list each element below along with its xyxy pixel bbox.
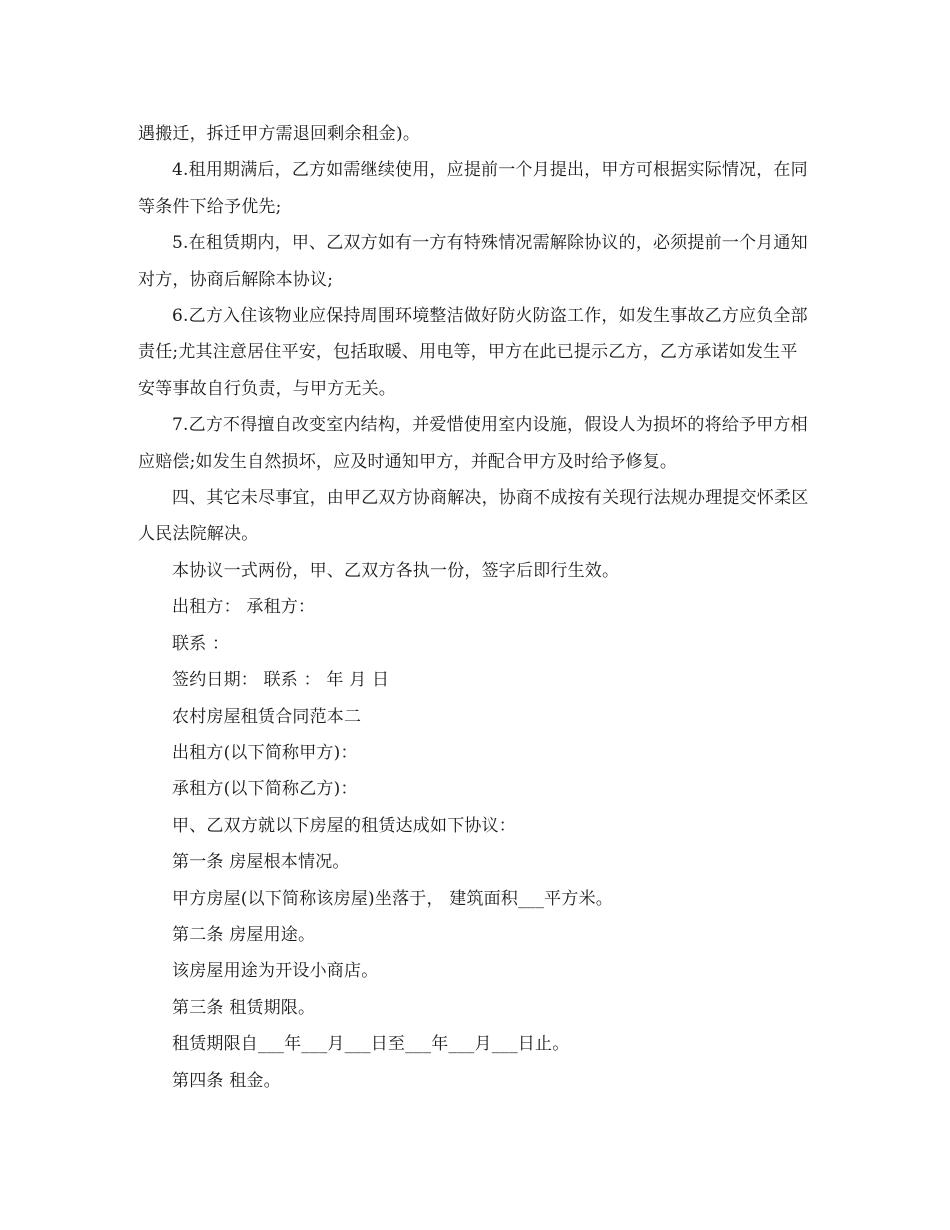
paragraph-0: 遇搬迁，拆迁甲方需退回剩余租金)。 <box>138 124 421 144</box>
section-title: 农村房屋租赁合同范本二 <box>172 706 362 727</box>
paragraph-8: 联系 ： <box>172 633 230 654</box>
paragraph-1: 4.租用期满后，乙方如需继续使用，应提前一个月提出，甲方可根据实际情况，在同等条件下给予优先; <box>138 160 808 217</box>
paragraph-5: 四、其它未尽事宜，由甲乙双方协商解决，协商不成按有关现行法规办理提交怀柔区人民法院解决。 <box>138 488 809 545</box>
paragraph-3: 6.乙方入住该物业应保持周围环境整洁做好防火防盗工作，如发生事故乙方应负全部责任;尤其注意居住平安，包括取暖、用电等，甲方在此已提示乙方，乙方承诺如发生平安等事故自行负责，与甲方无关。 <box>138 306 808 399</box>
paragraph-4: 7.乙方不得擅自改变室内结构，并爱惜使用室内设施，假设人为损坏的将给予甲方相应赔偿;如发生自然损坏，应及时通知甲方，并配合甲方及时给予修复。 <box>138 415 808 472</box>
paragraph-12: 承租方(以下简称乙方)： <box>172 779 358 800</box>
paragraph-13: 甲、乙双方就以下房屋的租赁达成如下协议： <box>172 815 516 836</box>
document-body <box>138 116 814 1099</box>
paragraph-2: 5.在租赁期内，甲、乙双方如有一方有特殊情况需解除协议的，必须提前一个月通知对方，协商后解除本协议; <box>138 233 808 290</box>
paragraph-16: 第二条 房屋用途。 <box>172 924 316 945</box>
paragraph-6: 本协议一式两份，甲、乙双方各执一份，签字后即行生效。 <box>172 560 620 581</box>
paragraph-18: 第三条 租赁期限。 <box>172 997 316 1018</box>
paragraph-15: 甲方房屋(以下简称该房屋)坐落于， 建筑面积___平方米。 <box>172 888 613 909</box>
paragraph-19: 租赁期限自___年___月___日至___年___月___日止。 <box>172 1034 570 1055</box>
paragraph-17: 该房屋用途为开设小商店。 <box>172 961 379 982</box>
paragraph-14: 第一条 房屋根本情况。 <box>172 852 350 873</box>
paragraph-7: 出租方： 承租方： <box>172 597 316 618</box>
paragraph-20: 第四条 租金。 <box>172 1070 281 1091</box>
paragraph-11: 出租方(以下简称甲方)： <box>172 742 358 763</box>
paragraph-9: 签约日期： 联系 ： 年 月 日 <box>172 670 390 691</box>
